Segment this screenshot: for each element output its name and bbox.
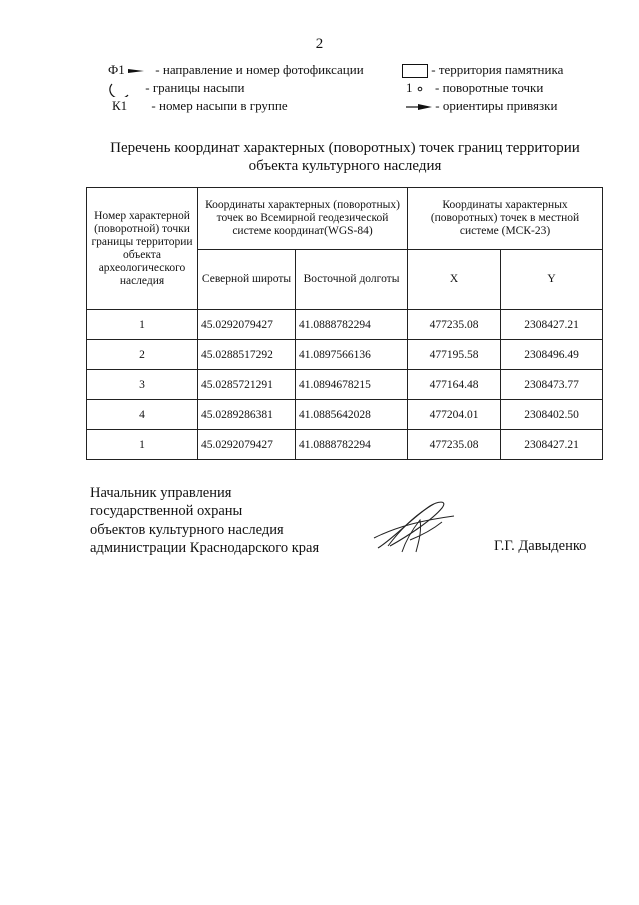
legend-turn-points xyxy=(406,79,543,96)
reference-arrow-icon xyxy=(406,102,432,112)
document-title xyxy=(60,139,630,175)
mound-number-label: К1 xyxy=(112,98,128,113)
cell-longitude: 41.0885642028 xyxy=(296,400,408,430)
cell-x: 477204.01 xyxy=(408,400,501,430)
header-y: Y xyxy=(501,249,603,310)
table-row xyxy=(87,310,603,340)
table-header-row xyxy=(87,188,603,250)
cell-longitude: 41.0888782294 xyxy=(296,310,408,340)
signatory-line-2: государственной охраны xyxy=(90,503,243,520)
photo-direction-label: Ф1 xyxy=(108,62,125,77)
cell-y: 2308427.21 xyxy=(501,430,603,460)
header-wgs84: Координаты характерных (поворотных) точек во Всемирной геодезической системе координат(WGS-84) xyxy=(198,188,408,250)
turn-point-dot-icon xyxy=(416,85,424,93)
cell-point-number: 1 xyxy=(87,430,198,460)
signatory-line-3: объектов культурного наследия xyxy=(90,521,284,538)
turn-point-label: 1 xyxy=(406,80,413,95)
table-row xyxy=(87,370,603,400)
cell-latitude: 45.0285721291 xyxy=(198,370,296,400)
cell-x: 477164.48 xyxy=(408,370,501,400)
cell-x: 477235.08 xyxy=(408,430,501,460)
cell-point-number: 4 xyxy=(87,400,198,430)
territory-box-icon xyxy=(402,64,428,78)
legend-reference xyxy=(406,97,557,114)
cell-y: 2308496.49 xyxy=(501,340,603,370)
title-line-2: объекта культурного наследия xyxy=(248,158,442,174)
cell-point-number: 2 xyxy=(87,340,198,370)
legend-mound-number-text: - номер насыпи в группе xyxy=(151,98,288,113)
cell-longitude: 41.0888782294 xyxy=(296,430,408,460)
cell-point-number: 1 xyxy=(87,310,198,340)
cell-x: 477235.08 xyxy=(408,310,501,340)
cell-longitude: 41.0897566136 xyxy=(296,340,408,370)
signatory-name: Г.Г. Давыденко xyxy=(494,538,587,554)
cell-latitude: 45.0289286381 xyxy=(198,400,296,430)
header-x: X xyxy=(408,249,501,310)
legend-photo xyxy=(108,61,364,78)
cell-y: 2308402.50 xyxy=(501,400,603,430)
legend-photo-text: - направление и номер фотофиксации xyxy=(155,62,364,77)
signatory-line-1: Начальник управления xyxy=(90,485,232,501)
cell-latitude: 45.0292079427 xyxy=(198,430,296,460)
signatory-position xyxy=(90,484,319,557)
coordinates-table xyxy=(86,187,603,460)
header-msk23: Координаты характерных (поворотных) точек в местной системе (МСК-23) xyxy=(408,188,603,250)
cell-x: 477195.58 xyxy=(408,340,501,370)
photo-direction-arrow-icon xyxy=(128,66,144,76)
legend-territory xyxy=(402,61,563,78)
legend-turn-points-text: - поворотные точки xyxy=(435,80,544,95)
legend-territory-text: - территория памятника xyxy=(431,62,564,77)
cell-latitude: 45.0288517292 xyxy=(198,340,296,370)
legend-mound-boundary xyxy=(108,79,244,97)
header-latitude: Северной широты xyxy=(198,249,296,310)
handwritten-signature xyxy=(372,496,458,556)
cell-y: 2308473.77 xyxy=(501,370,603,400)
cell-point-number: 3 xyxy=(87,370,198,400)
legend-mound-number xyxy=(112,97,288,114)
page-number: 2 xyxy=(315,36,324,52)
header-point-number: Номер характерной (поворотной) точки границы территории объекта археологического наследия xyxy=(87,188,198,310)
legend-reference-text: - ориентиры привязки xyxy=(435,98,558,113)
table-row xyxy=(87,430,603,460)
signatory-line-4: администрации Краснодарского края xyxy=(90,539,320,556)
cell-latitude: 45.0292079427 xyxy=(198,310,296,340)
title-line-1: Перечень координат характерных (поворотных) точек границ территории xyxy=(110,140,580,156)
table-row xyxy=(87,400,603,430)
mound-boundary-icon xyxy=(108,81,132,97)
legend-mound-boundary-text: - границы насыпи xyxy=(145,80,245,95)
cell-y: 2308427.21 xyxy=(501,310,603,340)
cell-longitude: 41.0894678215 xyxy=(296,370,408,400)
header-longitude: Восточной долготы xyxy=(296,249,408,310)
table-row xyxy=(87,340,603,370)
